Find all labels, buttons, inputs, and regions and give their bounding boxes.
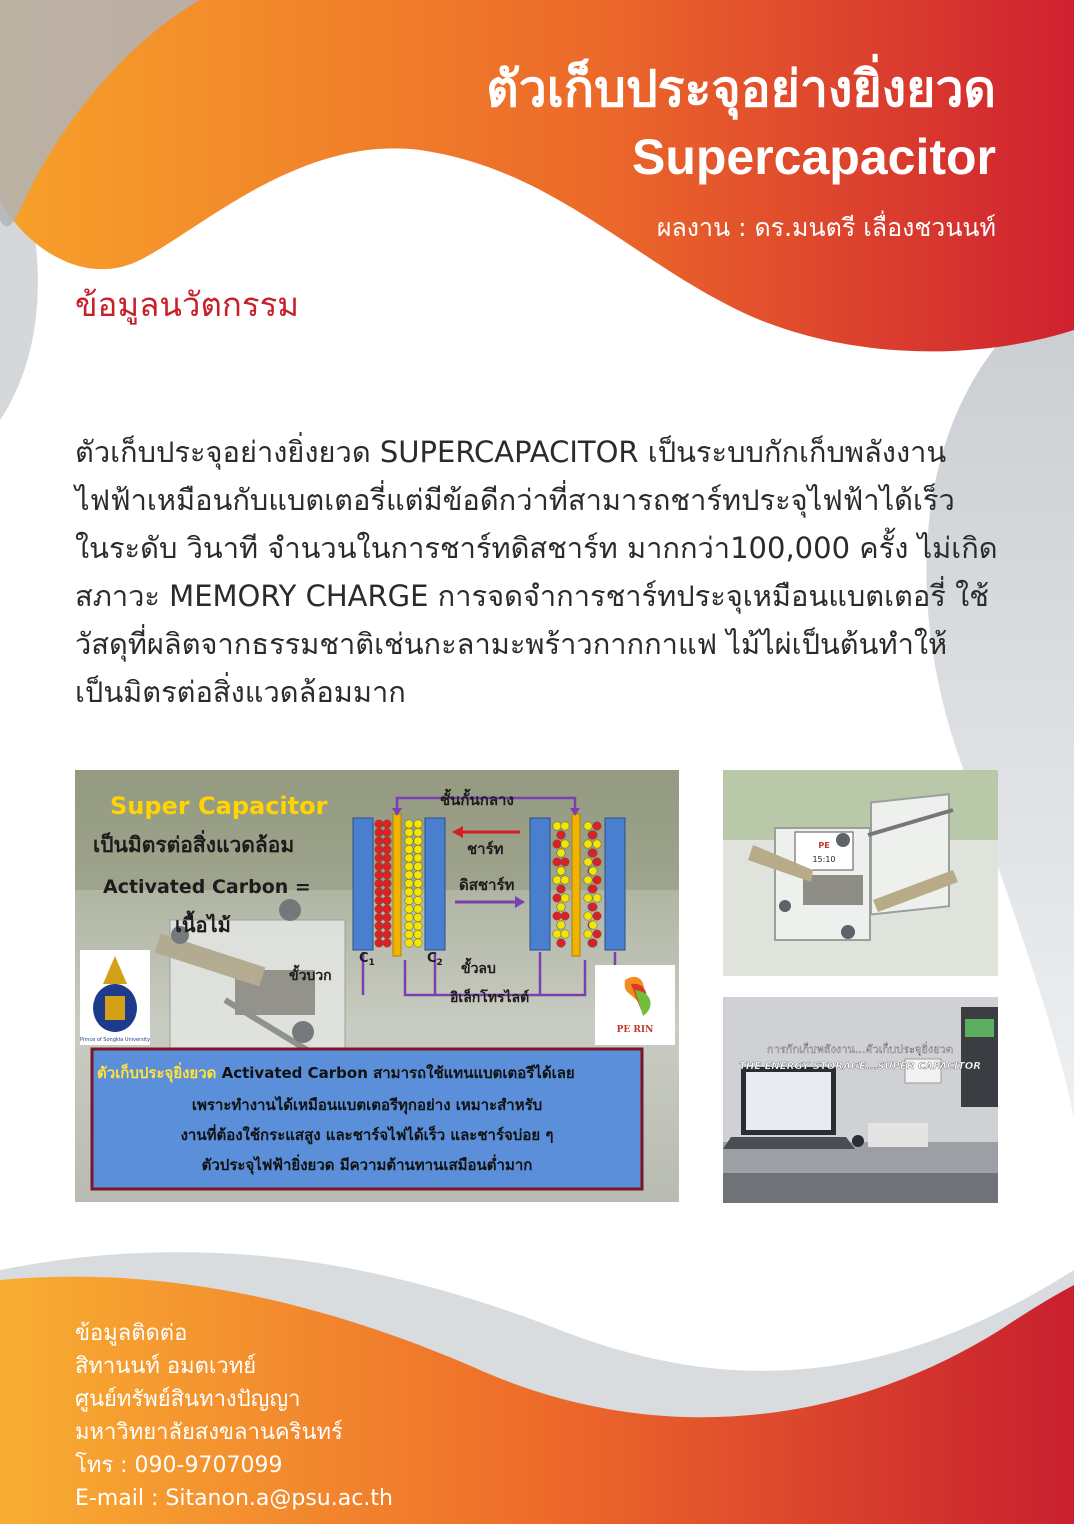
ion-mixed [561, 858, 569, 866]
contact-name: สิทานนท์ อมตเวทย์ [75, 1354, 257, 1379]
ion-mixed [553, 822, 561, 830]
ion-positive [375, 862, 383, 870]
body-line: เป็นมิตรต่อสิ่งแวดล้อมมาก [75, 675, 406, 709]
ion-mixed [561, 930, 569, 938]
ion-negative [414, 845, 422, 853]
body-paragraph [75, 428, 1005, 716]
ion-positive [375, 871, 383, 879]
caption-highlight: ตัวเก็บประจุยิ่งยวด [97, 1064, 217, 1082]
ion-positive [383, 820, 391, 828]
ion-negative [414, 930, 422, 938]
ion-negative [405, 930, 413, 938]
label-separator: ชั้นกั้นกลาง [440, 791, 514, 809]
ion-mixed [553, 930, 561, 938]
ion-mixed [584, 930, 592, 938]
label-electrolyte: อิเล็กโทรไลต์ [450, 990, 530, 1006]
ion-mixed [589, 849, 597, 857]
ion-mixed [589, 885, 597, 893]
ion-negative [414, 828, 422, 836]
ion-mixed [553, 858, 561, 866]
ion-positive [383, 896, 391, 904]
ion-negative [414, 879, 422, 887]
ion-mixed [593, 858, 601, 866]
diagram-material-line2: เนื้อไม้ [175, 913, 231, 937]
contact-email[interactable]: E-mail : Sitanon.a@psu.ac.th [75, 1486, 393, 1511]
ion-mixed [584, 894, 592, 902]
ion-negative [405, 845, 413, 853]
ion-mixed [561, 840, 569, 848]
caption-line2: เพราะทำงานได้เหมือนแบตเตอรีทุกอย่าง เหมาะสำหรับ [191, 1096, 543, 1114]
contact-office: ศูนย์ทรัพย์สินทางปัญญา [75, 1387, 301, 1412]
body-line: ไฟฟ้าเหมือนกับแบตเตอรี่แต่มีข้อดีกว่าที่สามารถชาร์ทประจุไฟฟ้าได้เร็ว [75, 483, 955, 517]
ion-mixed [557, 867, 565, 875]
ion-positive [375, 854, 383, 862]
contact-heading: ข้อมูลติดต่อ [75, 1321, 188, 1346]
ion-negative [414, 820, 422, 828]
ion-mixed [589, 867, 597, 875]
caption-line3: งานที่ต้องใช้กระแสสูง และชาร์จไฟได้เร็ว และชาร์จบ่อย ๆ [180, 1126, 554, 1144]
ion-negative [405, 871, 413, 879]
ion-positive [383, 854, 391, 862]
ion-negative [414, 922, 422, 930]
ion-mixed [584, 876, 592, 884]
university-logo-text: Prince of Songkla University [79, 1037, 151, 1043]
ion-positive [383, 913, 391, 921]
ion-negative [414, 837, 422, 845]
diagram-material-line1: Activated Carbon = [103, 876, 311, 898]
ion-mixed [557, 903, 565, 911]
section-heading: ข้อมูลนวัตกรรม [75, 285, 300, 324]
ion-mixed [557, 885, 565, 893]
ion-negative [405, 896, 413, 904]
ion-positive [383, 922, 391, 930]
ion-positive [383, 845, 391, 853]
ion-positive [375, 939, 383, 947]
supercapacitor-diagram [75, 770, 679, 1202]
title-english: Supercapacitor [631, 129, 996, 185]
body-line: ในระดับ วินาที จำนวนในการชาร์ทดิสชาร์ท มากกว่า100,000 ครั้ง ไม่เกิด [75, 531, 998, 565]
ion-negative [405, 862, 413, 870]
contact-info [75, 1317, 393, 1515]
diagram-caption-box [92, 1049, 642, 1189]
body-line: ตัวเก็บประจุอย่างยิ่งยวด SUPERCAPACITOR เป็นระบบกักเก็บพลังงาน [75, 435, 947, 469]
overlay-thai: การกักเก็บพลังงาน...ตัวเก็บประจุยิ่งยวด [767, 1043, 953, 1056]
ion-negative [405, 820, 413, 828]
label-c1-subscript: 1 [368, 958, 375, 968]
ion-positive [383, 828, 391, 836]
perin-logo-text: PE RIN [616, 1025, 654, 1035]
caption-line1: ตัวเก็บประจุยิ่งยวด Activated Carbon สามารถใช้แทนแบตเตอรีได้เลย [97, 1064, 575, 1082]
label-charge: ชาร์ท [467, 840, 504, 858]
ion-positive [375, 913, 383, 921]
ion-mixed [557, 921, 565, 929]
ion-negative [414, 913, 422, 921]
ion-mixed [589, 903, 597, 911]
caption-line4: ตัวประจุไฟฟ้ายิ่งยวด มีความต้านทานเสมือนต่ำมาก [201, 1156, 533, 1174]
ion-positive [383, 930, 391, 938]
ion-negative [405, 837, 413, 845]
ion-negative [414, 871, 422, 879]
device-label-line2: 15:10 [812, 855, 836, 864]
contact-university: มหาวิทยาลัยสงขลานครินทร์ [75, 1420, 343, 1445]
ion-positive [375, 905, 383, 913]
ion-mixed [553, 912, 561, 920]
ion-mixed [593, 876, 601, 884]
ion-mixed [557, 939, 565, 947]
ion-positive [375, 820, 383, 828]
ion-negative [405, 913, 413, 921]
ion-negative [405, 905, 413, 913]
contact-phone: โทร : 090-9707099 [75, 1453, 283, 1478]
ion-positive [375, 879, 383, 887]
ion-mixed [584, 858, 592, 866]
ion-negative [405, 879, 413, 887]
ion-positive [375, 888, 383, 896]
ion-positive [375, 837, 383, 845]
diagram-subtitle: เป็นมิตรต่อสิ่งแวดล้อม [93, 833, 295, 857]
ion-mixed [593, 822, 601, 830]
ion-mixed [589, 921, 597, 929]
ion-mixed [557, 831, 565, 839]
university-logo [80, 950, 150, 1045]
ion-mixed [593, 840, 601, 848]
ion-mixed [589, 831, 597, 839]
ion-mixed [584, 822, 592, 830]
body-line: วัสดุที่ผลิตจากธรรมชาติเช่นกะลามะพร้าวกากกาแฟ ไม้ไผ่เป็นต้นทำให้ [75, 627, 948, 661]
overlay-english: THE ENERGY STORAGE...SUPER CAPACITOR [739, 1061, 981, 1072]
ion-positive [383, 871, 391, 879]
label-positive: ขั้วบวก [289, 968, 332, 984]
ion-negative [405, 939, 413, 947]
ion-mixed [561, 876, 569, 884]
ion-negative [414, 888, 422, 896]
ion-positive [383, 879, 391, 887]
title-thai: ตัวเก็บประจุอย่างยิ่งยวด [486, 60, 996, 118]
ion-positive [375, 828, 383, 836]
ion-negative [414, 854, 422, 862]
ion-mixed [553, 876, 561, 884]
perin-logo [595, 965, 675, 1045]
label-c2: $C_2$ [427, 951, 443, 968]
diagram-title: Super Capacitor [110, 792, 328, 820]
body-line: สภาวะ MEMORY CHARGE การจดจำการชาร์ทประจุเหมือนแบตเตอรี่ ใช้ [75, 579, 989, 613]
ion-mixed [593, 894, 601, 902]
ion-mixed [589, 939, 597, 947]
ion-positive [375, 922, 383, 930]
lab-setup-photo [723, 997, 998, 1203]
ion-mixed [584, 840, 592, 848]
ion-positive [375, 845, 383, 853]
ion-negative [405, 922, 413, 930]
ion-mixed [553, 894, 561, 902]
label-c1: $C_1$ [359, 951, 375, 968]
ion-positive [383, 888, 391, 896]
ion-positive [383, 862, 391, 870]
ion-negative [414, 862, 422, 870]
ion-positive [383, 939, 391, 947]
capacitor-schematic-charged [353, 814, 445, 956]
ion-negative [405, 888, 413, 896]
ion-mixed [561, 822, 569, 830]
label-negative: ขั้วลบ [461, 961, 496, 977]
ion-negative [414, 896, 422, 904]
ion-negative [405, 854, 413, 862]
ion-mixed [584, 912, 592, 920]
ion-mixed [553, 840, 561, 848]
ion-positive [383, 905, 391, 913]
ion-positive [383, 837, 391, 845]
ion-positive [375, 930, 383, 938]
ion-mixed [593, 930, 601, 938]
ion-negative [414, 939, 422, 947]
ion-mixed [561, 912, 569, 920]
label-discharge: ดิสชาร์ท [459, 876, 515, 894]
device-photo-closeup [723, 770, 998, 976]
ion-negative [405, 828, 413, 836]
label-c2-subscript: 2 [436, 958, 443, 968]
author-credit: ผลงาน : ดร.มนตรี เลื่องชวนนท์ [656, 213, 996, 242]
ion-positive [375, 896, 383, 904]
ion-mixed [557, 849, 565, 857]
ion-mixed [561, 894, 569, 902]
capacitor-schematic-discharged [530, 814, 625, 956]
ion-negative [414, 905, 422, 913]
device-label-line1: PE [818, 841, 830, 850]
ion-mixed [593, 912, 601, 920]
